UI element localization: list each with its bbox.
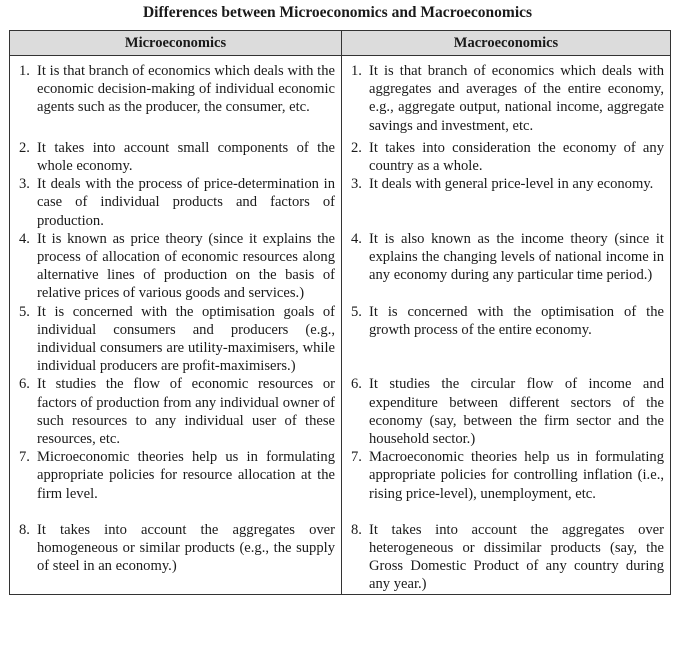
table-row — [10, 448, 671, 503]
table-row — [10, 175, 671, 230]
macro-cell — [342, 303, 671, 376]
column-header-macro: Macroeconomics — [342, 31, 671, 56]
macro-cell — [342, 135, 671, 175]
micro-cell — [10, 303, 342, 376]
micro-item-text: Microeconomic theories help us in formulating appropriate policies for resource allocation at the firm level. — [37, 449, 335, 502]
macro-item-number: 2. — [351, 139, 362, 156]
macro-cell — [342, 448, 671, 503]
micro-item-text: It takes into account small components of the whole economy. — [37, 139, 335, 175]
macro-item-text: It takes into consideration the economy of any country as a whole. — [369, 139, 664, 175]
micro-item-number: 3. — [19, 176, 30, 193]
column-header-micro: Microeconomics — [10, 31, 342, 56]
micro-cell — [10, 375, 342, 448]
micro-cell — [10, 175, 342, 230]
micro-item-text: It takes into account the aggregates over homogeneous or similar products (e.g., the supply of steel in an economy.) — [37, 521, 335, 575]
micro-item-number: 7. — [19, 449, 30, 466]
micro-cell — [10, 503, 342, 594]
macro-item-text: It studies the circular flow of income and expenditure between different sectors of the economy (say, between the firm sector and the household sector.) — [369, 376, 664, 448]
macro-item-number: 8. — [351, 521, 362, 538]
comparison-table — [9, 30, 671, 595]
micro-item-number: 2. — [19, 139, 30, 156]
macro-item-number: 5. — [351, 303, 362, 320]
header-row — [10, 31, 671, 56]
micro-item-number: 1. — [19, 63, 30, 79]
table-row — [10, 230, 671, 303]
micro-item-text: It is that branch of economics which deals with the economic decision-making of individual economic agents such as the producer, the consumer, etc. — [37, 63, 335, 116]
micro-cell — [10, 448, 342, 503]
macro-item-text: It deals with general price-level in any economy. — [369, 176, 654, 193]
micro-cell — [10, 230, 342, 303]
micro-item-text: It is known as price theory (since it explains the process of allocation of economic resources along alternative lines of production on the basis of relative prices of various goods and services.) — [37, 230, 335, 302]
table-row — [10, 503, 671, 594]
micro-item-text: It is concerned with the optimisation goals of individual consumers and producers (e.g., individual consumers are utility-maximisers, while individual producers are profit-maximisers.) — [37, 303, 335, 375]
macro-item-number: 1. — [351, 63, 362, 79]
table-row — [10, 56, 671, 135]
table-row — [10, 135, 671, 175]
table-title: Differences between Microeconomics and Macroeconomics — [142, 4, 533, 21]
micro-item-number: 8. — [19, 521, 30, 538]
micro-item-number: 5. — [19, 303, 30, 320]
macro-cell — [342, 56, 671, 135]
table-row — [10, 303, 671, 376]
micro-item-number: 4. — [19, 230, 30, 247]
macro-item-number: 7. — [351, 449, 362, 466]
macro-cell — [342, 230, 671, 303]
macro-item-number: 6. — [351, 376, 362, 393]
table-row — [10, 375, 671, 448]
micro-item-number: 6. — [19, 376, 30, 393]
macro-cell — [342, 503, 671, 594]
macro-item-number: 3. — [351, 176, 362, 193]
macro-item-text: It is concerned with the optimisation of the growth process of the entire economy. — [369, 303, 664, 338]
macro-cell — [342, 175, 671, 230]
micro-item-text: It deals with the process of price-determination in case of individual products and factors of production. — [37, 176, 335, 229]
macro-cell — [342, 375, 671, 448]
macro-item-text: It is also known as the income theory (since it explains the changing levels of national income in any economy during any particular time period.) — [369, 230, 664, 284]
micro-cell — [10, 135, 342, 175]
micro-item-text: It studies the flow of economic resources or factors of production from any individual owner of such resources to any individual user of these resources, etc. — [37, 376, 335, 448]
macro-item-text: Macroeconomic theories help us in formulating appropriate policies for controlling inflation (i.e., rising price-level), unemployment, etc. — [369, 449, 664, 502]
macro-item-text: It takes into account the aggregates over heterogeneous or dissimilar products (say, the Gross Domestic Product of any country during any year.) — [369, 521, 664, 593]
macro-item-number: 4. — [351, 230, 362, 247]
micro-cell — [10, 56, 342, 135]
macro-item-text: It is that branch of economics which deals with aggregates and averages of the entire economy, e.g., aggregate output, national income, aggregate savings and investment, etc. — [369, 63, 664, 134]
